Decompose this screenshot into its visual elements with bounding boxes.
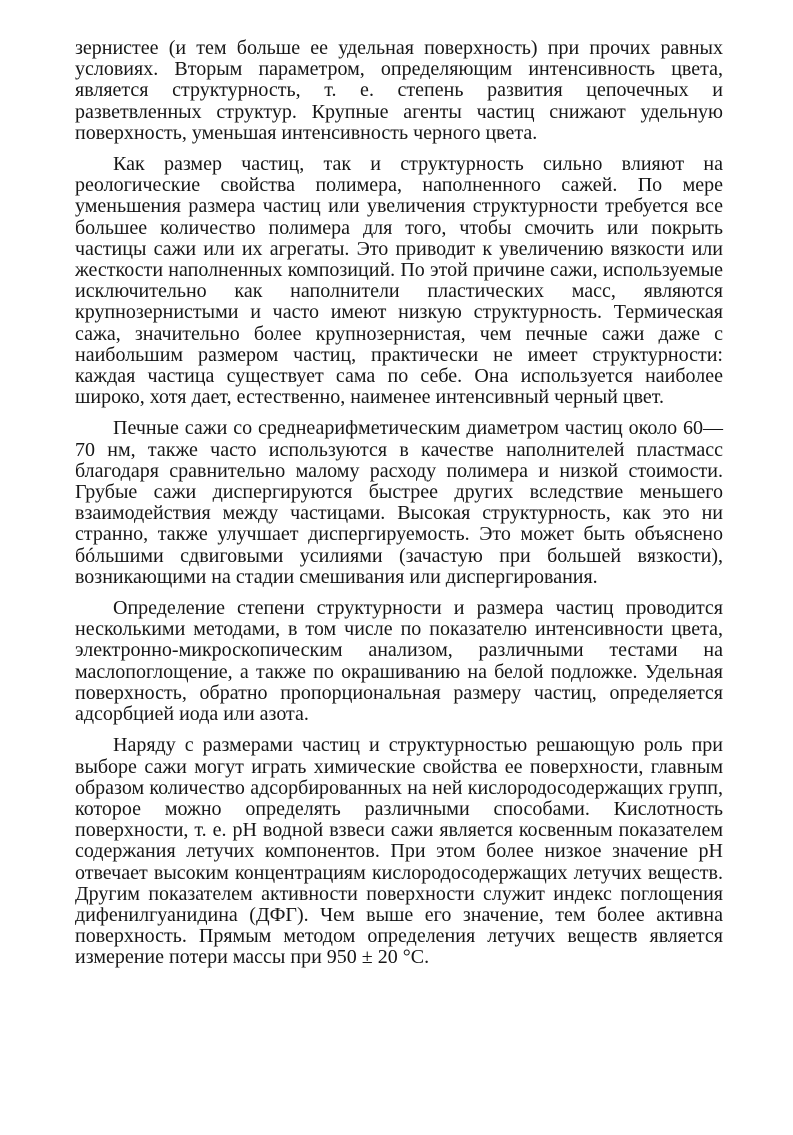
paragraph-structure-determination: Определение степени структурности и размера частиц проводится несколькими методами, в том числе по показателю интенсивности цвета, электронно-микроскопическим анализом, различными тестами на маслопоглощение, а также по окрашиванию на белой подложке. Удельная поверхность, обратно пропорциональная размеру частиц, определяется адсорбцией иода или азота. [75, 597, 723, 726]
paragraph-rheology: Как размер частиц, так и структурность сильно влияют на реологические свойства полимера, наполненного сажей. По мере уменьшения размера частиц или увеличения структурности требуется все большее количество полимера для того, чтобы смочить или покрыть частицы сажи или их агрегаты. Это приводит к увеличению вязкости или жесткости наполненных композиций. По этой причине сажи, используемые исключительно как наполнители пластических масс, являются крупнозернистыми и часто имеют низкую структурность. Термическая сажа, значительно более крупнозернистая, чем печные сажи даже с наибольшим размером частиц, практически не имеет структурности: каждая частица существует сама по себе. Она используется наиболее широко, хотя дает, естественно, наименее интенсивный черный цвет. [75, 153, 723, 409]
paragraph-furnace-blacks: Печные сажи со среднеарифметическим диаметром частиц около 60—70 нм, также часто используются в качестве наполнителей пластмасс благодаря сравнительно малому расходу полимера и низкой стоимости. Грубые сажи диспергируются быстрее других вследствие меньшего взаимодействия между частицами. Высокая структурность, как это ни странно, также улучшает диспергируемость. Это может быть объяснено бóльшими сдвиговыми усилиями (зачастую при большей вязкости), возникающими на стадии смешивания или диспергирования. [75, 417, 723, 588]
page-body [75, 38, 723, 969]
paragraph-continuation: зернистее (и тем больше ее удельная поверхность) при прочих равных условиях. Вторым параметром, определяющим интенсивность цвета, является структурность, т. е. степень развития цепочечных и разветвленных структур. Крупные агенты частиц снижают удельную поверхность, уменьшая интенсивность черного цвета. [75, 37, 723, 144]
paragraph-surface-chemistry: Наряду с размерами частиц и структурностью решающую роль при выборе сажи могут играть химические свойства ее поверхности, главным образом количество адсорбированных на ней кислородосодержащих групп, которое можно определять различными способами. Кислотность поверхности, т. е. pH водной взвеси сажи является косвенным показателем содержания летучих компонентов. При этом более низкое значение pH отвечает высоким концентрациям кислородосодержащих летучих веществ. Другим показателем активности поверхности служит индекс поглощения дифенилгуанидина (ДФГ). Чем выше его значение, тем более активна поверхность. Прямым методом определения летучих веществ является измерение потери массы при 950 ± 20 °С. [75, 734, 723, 969]
